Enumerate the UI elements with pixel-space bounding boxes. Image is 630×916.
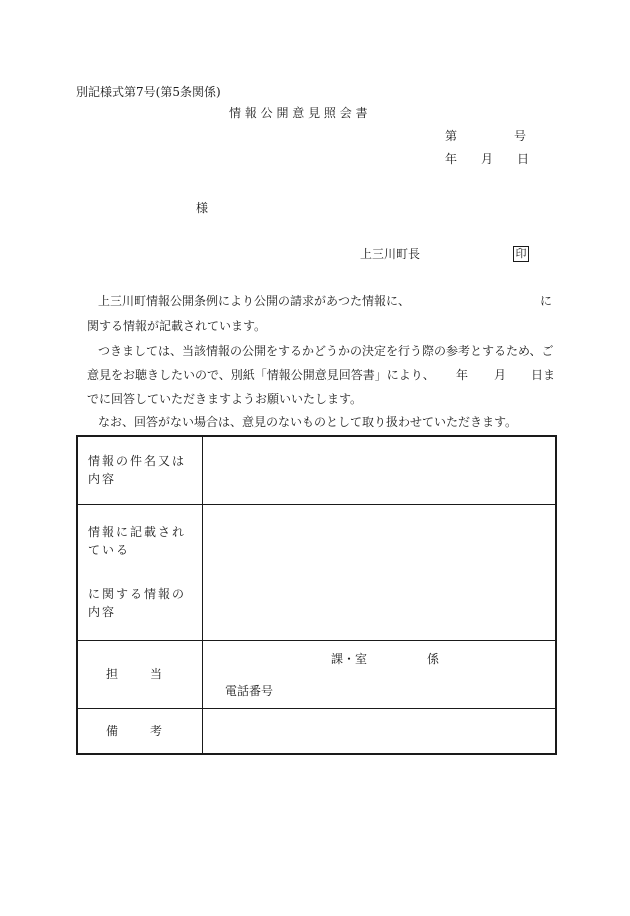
info-content-value-cell[interactable]	[203, 504, 557, 640]
body-line-2: 関する情報が記載されています。	[87, 319, 267, 333]
inquiry-form-table	[76, 435, 557, 755]
remarks-value-cell[interactable]	[203, 708, 557, 754]
date-year-label: 年	[445, 152, 458, 166]
body-line-4: 意見をお聴きしたいので、別紙「情報公開意見回答書」により、	[87, 368, 435, 382]
phone-number-label: 電話番号	[225, 683, 274, 698]
seal-mark: 印	[513, 246, 529, 262]
contact-label-char1: 担	[106, 667, 121, 681]
table-row-info-content	[77, 504, 556, 640]
body-line-5: でに回答していただきますようお願いいたします。	[87, 392, 363, 406]
body-line-6: なお、回答がない場合は、意見のないものとして取り扱わせていただきます。	[98, 415, 518, 429]
info-content-label-line3: に関する情報の	[88, 587, 187, 601]
number-dai-label: 第	[445, 129, 458, 143]
table-row-subject	[77, 436, 556, 504]
body-line-1: 上三川町情報公開条例により公開の請求があつた情報に、	[98, 294, 411, 308]
body-line-4-end: 日ま	[531, 368, 556, 382]
info-content-label-line2: ている	[88, 543, 131, 557]
issuer-name: 上三川町長	[360, 247, 421, 261]
subject-label-line1: 情報の件名又は	[88, 454, 187, 469]
remarks-label-char1: 備	[106, 723, 121, 738]
body-line-4-year: 年	[456, 368, 469, 382]
info-content-label-line4: 内容	[88, 605, 117, 619]
addressee-honorific: 様	[196, 201, 209, 215]
contact-label-cell	[77, 640, 203, 708]
date-day-label: 日	[517, 152, 530, 166]
unit-label: 係	[427, 651, 440, 666]
body-line-4-month: 月	[494, 368, 507, 382]
subject-label-line2: 内容	[88, 472, 117, 487]
table-row-contact	[77, 640, 556, 708]
info-content-label-line1: 情報に記載され	[88, 525, 187, 539]
contact-value-cell[interactable]	[203, 640, 557, 708]
form-number: 別記様式第7号(第5条関係)	[76, 85, 221, 99]
remarks-label-cell	[77, 708, 203, 754]
info-content-label-cell	[77, 504, 203, 640]
contact-label-char2: 当	[149, 667, 164, 681]
body-line-1-end: に	[540, 294, 553, 308]
remarks-label-char2: 考	[149, 723, 164, 738]
date-month-label: 月	[481, 152, 494, 166]
section-label: 課・室	[331, 651, 368, 666]
subject-label-cell	[77, 436, 203, 504]
subject-value-cell[interactable]	[203, 436, 557, 504]
number-go-label: 号	[514, 129, 527, 143]
body-line-3: つきましては、当該情報の公開をするかどうかの決定を行う際の参考とするため、ご	[98, 344, 554, 358]
document-title: 情 報 公 開 意 見 照 会 書	[229, 106, 368, 120]
table-row-remarks	[77, 708, 556, 754]
